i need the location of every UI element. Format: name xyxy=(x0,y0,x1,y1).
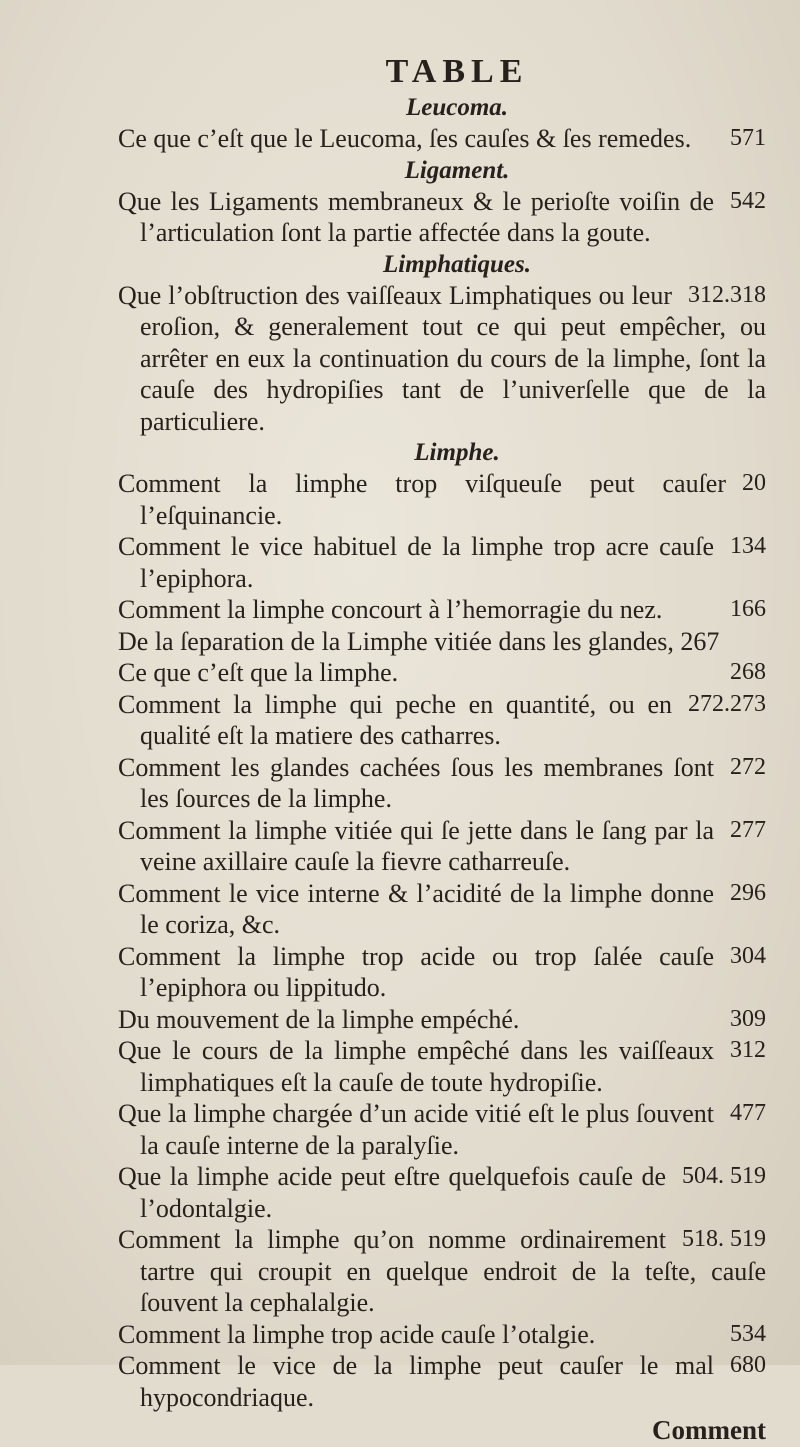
index-entry xyxy=(118,1035,766,1098)
entry-page-number: 277 xyxy=(730,816,766,843)
entry-page-number: 518. 519 xyxy=(682,1226,766,1252)
entry-page-number: 680 xyxy=(730,1352,766,1378)
index-entry xyxy=(118,1004,766,1036)
entry-text: Comment le vice habituel de la limphe trop acre cauſe l’epiphora. xyxy=(118,532,714,593)
index-entry xyxy=(118,878,766,941)
entry-page-number: 504. 519 xyxy=(682,1163,766,1189)
entry-page-number: 542 xyxy=(730,187,766,214)
entry-text: Ce que c’eſt que le Leucoma, ſes cauſes & ſes remedes. xyxy=(118,124,692,153)
entry-text: Que les Ligaments membraneux & le perioſte voiſin de l’articulation ſont la partie affectée dans la goute. xyxy=(118,186,714,247)
index-entry xyxy=(118,941,766,1004)
index-entry xyxy=(118,1098,766,1161)
index-entry xyxy=(118,186,766,249)
entry-text: Que l’obſtruction des vaiſſeaux Limphatiques ou leur eroſion, & generalement tout ce qui peut empêcher, ou arrêter en eux la continuation du cours de la limphe, ſont la cauſe des hydropiſies tant de l’univerſelle que de la particuliere. xyxy=(118,280,766,436)
entry-text: Que la limphe acide peut eſtre quelquefois cauſe de l’odontalgie. xyxy=(118,1162,666,1223)
entry-text: Comment la limphe vitiée qui ſe jette dans le ſang par la veine axillaire cauſe la fievre catharreuſe. xyxy=(118,815,714,876)
index-entry xyxy=(118,594,766,626)
entry-page-number: 571 xyxy=(730,125,766,151)
entry-page-number: 312.318 xyxy=(688,281,766,308)
entry-text: Que le cours de la limphe empêché dans les vaiſſeaux limphatiques eſt la cauſe de toute hydropiſie. xyxy=(118,1036,714,1097)
index-entry xyxy=(118,752,766,815)
index-entry xyxy=(118,1161,766,1224)
entry-page-number: 304 xyxy=(730,942,766,969)
index-entry xyxy=(118,1224,766,1319)
index-entry xyxy=(118,689,766,752)
index-entry xyxy=(118,531,766,594)
entry-page-number: 166 xyxy=(730,596,766,622)
entry-text: Ce que c’eſt que la limphe. xyxy=(118,658,399,687)
entry-text: Comment la limphe concourt à l’hemorragie du nez. xyxy=(118,595,663,624)
entry-text: De la ſeparation de la Limphe vitiée dans les glandes, 267 xyxy=(118,626,720,656)
entry-page-number: 534 xyxy=(730,1320,766,1347)
entry-text: Comment le vice de la limphe peut cauſer le mal hypocondriaque. xyxy=(118,1351,714,1412)
entry-text: Comment la limphe trop acide ou trop ſalée cauſe l’epiphora ou lippitudo. xyxy=(118,941,714,1002)
entry-text: Comment la limphe qu’on nomme ordinairement tartre qui croupit en quelque endroit de la teſte, cauſe ſouvent la cephalalgie. xyxy=(118,1225,766,1317)
index-entry xyxy=(118,280,766,438)
index-sections xyxy=(118,92,766,1413)
entry-text: Comment les glandes cachées ſous les membranes ſont les ſources de la limphe. xyxy=(118,752,714,813)
entry-page-number: 309 xyxy=(730,1005,766,1032)
index-entry xyxy=(118,1350,766,1413)
index-entry xyxy=(118,123,766,155)
section-heading: Ligament. xyxy=(404,156,510,184)
section-heading: Leucoma. xyxy=(405,94,509,121)
index-entry xyxy=(118,1319,766,1351)
entry-text: Du mouvement de la limphe empéché. xyxy=(118,1004,520,1034)
entry-text: Comment le vice interne & l’acidité de la limphe donne le coriza, &c. xyxy=(118,878,714,939)
catchword: Comment xyxy=(652,1415,766,1445)
index-entry xyxy=(118,468,766,531)
entry-page-number: 312 xyxy=(730,1037,766,1063)
section-heading: Limphatiques. xyxy=(383,250,531,278)
index-entry xyxy=(118,626,766,658)
section-heading: Limphe. xyxy=(414,439,500,466)
entry-page-number: 20 xyxy=(742,470,766,496)
entry-text: Comment la limphe trop acide cauſe l’otalgie. xyxy=(118,1319,596,1349)
entry-page-number: 477 xyxy=(730,1100,766,1126)
index-content xyxy=(118,52,766,1447)
entry-text: Comment la limphe qui peche en quantité, ou en qualité eſt la matiere des catharres. xyxy=(118,689,672,750)
page-title: TABLE xyxy=(385,53,529,90)
entry-text: Comment la limphe trop viſqueuſe peut cauſer l’eſquinancie. xyxy=(118,469,726,530)
entry-page-number: 272 xyxy=(730,753,766,780)
entry-text: Que la limphe chargée d’un acide vitié eſt le plus ſouvent la cauſe interne de la paralyſie. xyxy=(118,1099,714,1160)
entry-page-number: 296 xyxy=(730,879,766,906)
entry-page-number: 268 xyxy=(730,659,766,685)
index-entry xyxy=(118,657,766,689)
entry-page-number: 272.273 xyxy=(688,690,766,717)
index-entry xyxy=(118,815,766,878)
entry-page-number: 134 xyxy=(730,533,766,559)
